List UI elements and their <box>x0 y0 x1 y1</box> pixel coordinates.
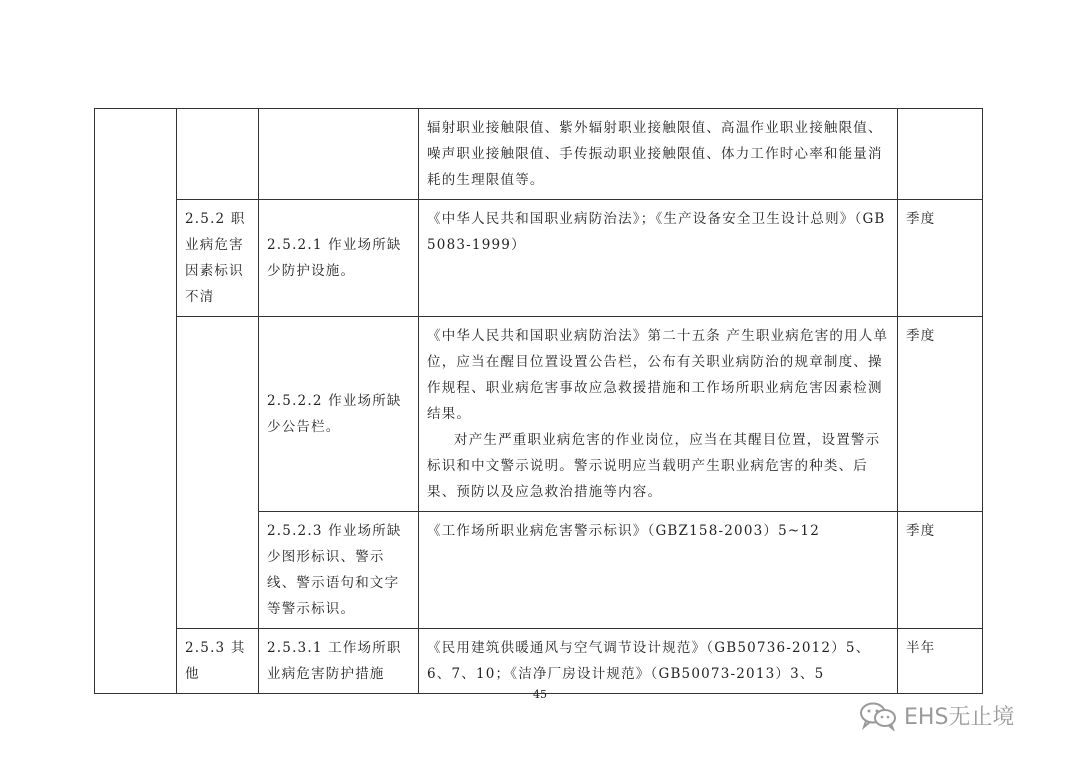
wechat-icon <box>858 701 898 731</box>
item-cell: 2.5.3 其他 <box>177 629 259 694</box>
sub-item-cell: 2.5.2.1 作业场所缺少防护设施。 <box>259 200 419 317</box>
watermark <box>858 700 1014 731</box>
frequency-cell <box>898 109 983 200</box>
frequency-cell: 半年 <box>898 629 983 694</box>
content-cell: 《中华人民共和国职业病防治法》；《生产设备安全卫生设计总则》（GB5083-1999） <box>419 200 898 317</box>
sub-item-cell: 2.5.2.3 作业场所缺少图形标识、警示线、警示语句和文字等警示标识。 <box>259 512 419 629</box>
frequency-cell: 季度 <box>898 512 983 629</box>
table-row <box>95 200 983 317</box>
page-number: 45 <box>533 688 547 701</box>
frequency-cell: 季度 <box>898 200 983 317</box>
content-paragraph: 《中华人民共和国职业病防治法》第二十五条 产生职业病危害的用人单位，应当在醒目位置设置公告栏，公布有关职业病防治的规章制度、操作规程、职业病危害事故应急救援措施和工作场所职业病危害因素检测结果。 <box>427 328 889 422</box>
sub-item-cell: 2.5.3.1 工作场所职业病危害防护措施 <box>259 629 419 694</box>
regulation-table <box>94 108 983 694</box>
sub-item-cell: 2.5.2.2 作业场所缺少公告栏。 <box>259 317 419 512</box>
table-row <box>95 109 983 200</box>
category-cell <box>95 109 177 694</box>
content-cell <box>419 317 898 512</box>
item-cell: 2.5.2 职业病危害因素标识不清 <box>177 200 259 317</box>
watermark-text: EHS无止境 <box>904 705 1015 730</box>
content-cell: 《民用建筑供暖通风与空气调节设计规范》（GB50736-2012）5、6、7、10；《洁净厂房设计规范》（GB50073-2013）3、5 <box>419 629 898 694</box>
table-row <box>95 629 983 694</box>
item-cell <box>177 109 259 200</box>
content-cell: 《工作场所职业病危害警示标识》（GBZ158-2003）5~12 <box>419 512 898 629</box>
content-paragraph: 对产生严重职业病危害的作业岗位，应当在其醒目位置，设置警示标识和中文警示说明。警示说明应当载明产生职业病危害的种类、后果、预防以及应急救治措施等内容。 <box>427 432 881 500</box>
table-row <box>95 317 983 512</box>
sub-item-cell <box>259 109 419 200</box>
item-cell <box>177 317 259 629</box>
content-cell: 辐射职业接触限值、紫外辐射职业接触限值、高温作业职业接触限值、噪声职业接触限值、手传振动职业接触限值、体力工作时心率和能量消耗的生理限值等。 <box>419 109 898 200</box>
frequency-cell: 季度 <box>898 317 983 512</box>
